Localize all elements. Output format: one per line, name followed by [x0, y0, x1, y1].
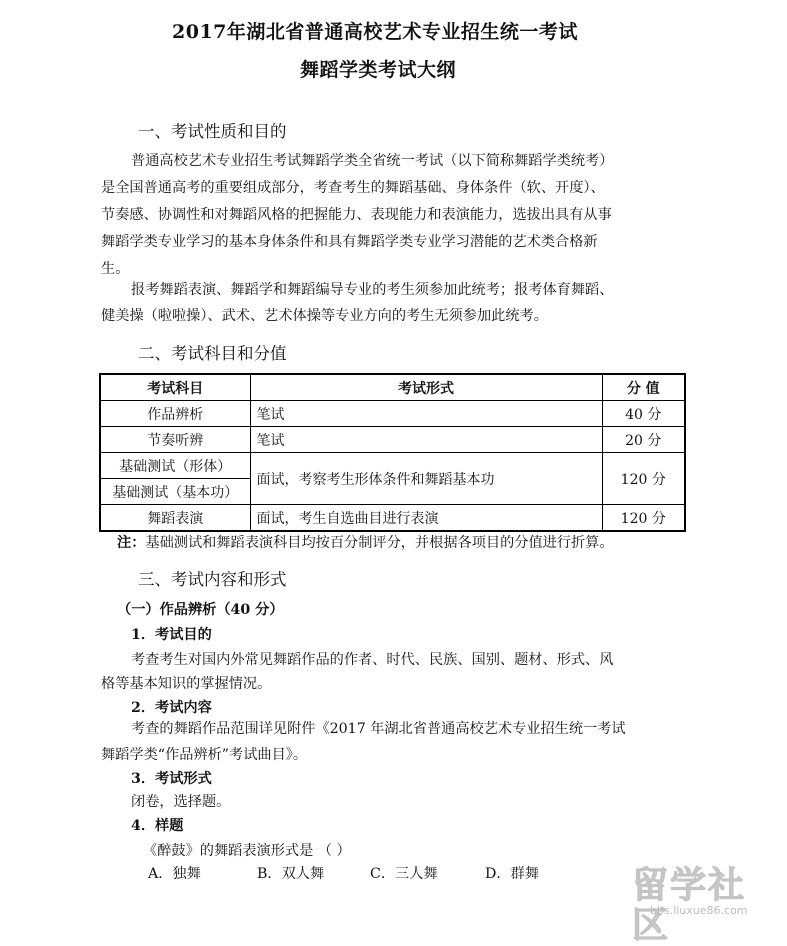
table-header-row	[100, 374, 685, 401]
table-cell-subject: 舞蹈表演	[100, 505, 250, 532]
item2-text-line1: 考查的舞蹈作品范围详见附件《2017 年湖北省普通高校艺术专业招生统一考试	[131, 721, 626, 737]
item4-title: 4．样题	[131, 818, 184, 834]
table-cell-score: 120 分	[602, 505, 685, 532]
table-row	[100, 401, 685, 427]
section1-p2-line2: 健美操（啦啦操）、武术、艺术体操等专业方向的考生无须参加此统考。	[101, 308, 548, 324]
table-row	[100, 427, 685, 453]
option-a: A．独舞	[148, 866, 201, 882]
table-row	[100, 453, 685, 479]
table-cell-form: 面试，考生自选曲目进行表演	[250, 505, 602, 532]
item3-title: 3．考试形式	[131, 771, 212, 787]
section3-heading: 三、考试内容和形式	[138, 570, 287, 589]
document-title-line1: 2017年湖北省普通高校艺术专业招生统一考试	[172, 21, 578, 43]
table-cell-subject: 基础测试（形体）	[100, 453, 250, 479]
table-cell-form: 面试，考察考生形体条件和舞蹈基本功	[250, 453, 602, 505]
section1-p1-line1: 普通高校艺术专业招生考试舞蹈学类全省统一考试（以下简称舞蹈学类统考）	[131, 153, 614, 169]
watermark-url: bbs.liuxue86.com	[650, 904, 748, 917]
table-cell-subject: 节奏听辨	[100, 427, 250, 453]
option-c: C．三人舞	[370, 866, 438, 882]
table-cell-form: 笔试	[250, 427, 602, 453]
table-cell-subject: 基础测试（基本功）	[100, 479, 250, 505]
section1-p1-line3: 节奏感、协调性和对舞蹈风格的把握能力、表现能力和表演能力，选拔出具有从事	[101, 207, 612, 223]
table-header-score: 分 值	[602, 374, 685, 401]
option-b: B．双人舞	[257, 866, 325, 882]
table-cell-score: 20 分	[602, 427, 685, 453]
table-note-label: 注：	[117, 535, 146, 551]
table-row	[100, 505, 685, 532]
table-note-text: 基础测试和舞蹈表演科目均按百分制评分，并根据各项目的分值进行折算。	[145, 535, 614, 551]
watermark-text: 留学社区	[632, 865, 747, 946]
item2-title: 2．考试内容	[131, 700, 212, 716]
section1-p1-line2: 是全国普通高考的重要组成部分，考查考生的舞蹈基础、身体条件（软、开度）、	[101, 180, 605, 196]
document-title-line2: 舞蹈学类考试大纲	[300, 59, 457, 81]
table-note	[117, 530, 614, 557]
sample-question: 《醉鼓》的舞蹈表演形式是 （ ）	[143, 843, 351, 859]
section1-heading: 一、考试性质和目的	[138, 122, 287, 141]
table-header-subject: 考试科目	[100, 374, 250, 401]
section2-heading: 二、考试科目和分值	[138, 344, 287, 363]
table-cell-form: 笔试	[250, 401, 602, 427]
item1-text-line2: 格等基本知识的掌握情况。	[101, 676, 272, 692]
item3-text: 闭卷，选择题。	[131, 794, 231, 810]
table-cell-subject: 作品辨析	[100, 401, 250, 427]
item1-text-line1: 考查考生对国内外常见舞蹈作品的作者、时代、民族、国别、题材、形式、风	[131, 652, 614, 668]
section1-p1-line4: 舞蹈学类专业学习的基本身体条件和具有舞蹈学类专业学习潜能的艺术类合格新	[101, 234, 598, 250]
subsection-title: （一）作品辨析（40 分）	[117, 602, 284, 618]
table-header-form: 考试形式	[250, 374, 602, 401]
section1-p1-line5: 生。	[101, 261, 130, 277]
table-cell-score: 40 分	[602, 401, 685, 427]
score-table	[99, 373, 686, 532]
option-d: D．群舞	[485, 866, 539, 882]
table-cell-score: 120 分	[602, 453, 685, 505]
section1-p2-line1: 报考舞蹈表演、舞蹈学和舞蹈编导专业的考生须参加此统考；报考体育舞蹈、	[131, 282, 614, 298]
item1-title: 1．考试目的	[131, 627, 212, 643]
watermark-logo	[628, 865, 778, 946]
item2-text-line2: 舞蹈学类“作品辨析”考试曲目》。	[101, 747, 308, 763]
